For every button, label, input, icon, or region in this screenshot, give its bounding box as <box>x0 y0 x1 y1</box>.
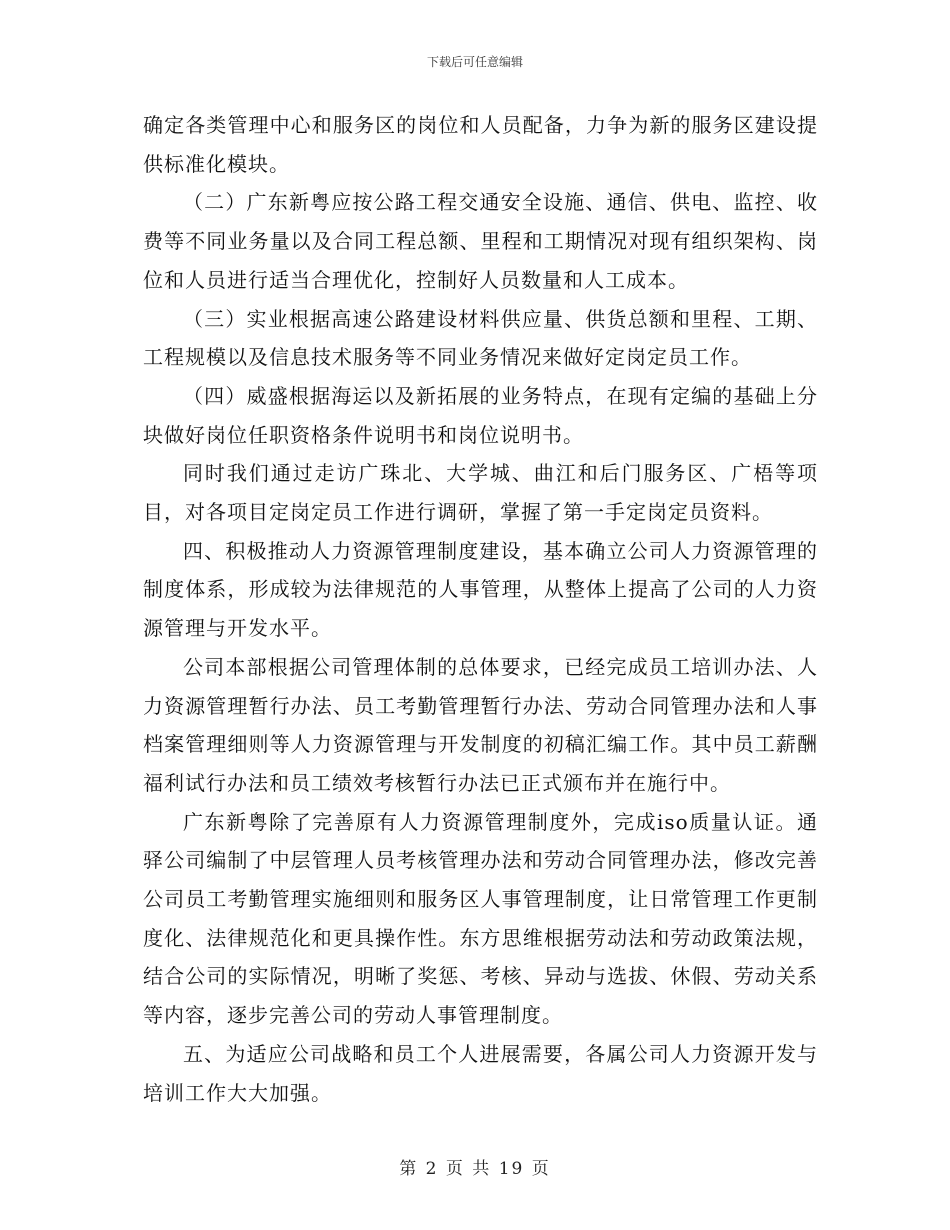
paragraph-continuation: 确定各类管理中心和服务区的岗位和人员配备，力争为新的服务区建设提供标准化模块。 <box>143 113 818 176</box>
page-header-note: 下载后可任意编辑 <box>426 55 523 69</box>
paragraph-subsidiaries: 广东新粤除了完善原有人力资源管理制度外，完成iso质量认证。通驿公司编制了中层管理人员考核管理办法和劳动合同管理办法，修改完善公司员工考勤管理实施细则和服务区人事管理制度，让日常管理工作更制度化、法律规范化和更具操作性。东方思维根据劳动法和劳动政策法规，结合公司的实际情况，明晰了奖惩、考核、异动与选拔、休假、劳动关系等内容，逐步完善公司的劳动人事管理制度。 <box>143 809 818 1028</box>
document-body <box>143 106 818 1112</box>
paragraph-section-four: 四、积极推动人力资源管理制度建设，基本确立公司人力资源管理的制度体系，形成较为法律规范的人事管理，从整体上提高了公司的人力资源管理与开发水平。 <box>143 538 818 641</box>
paragraph-section-five: 五、为适应公司战略和员工个人进展需要，各属公司人力资源开发与培训工作大大加强。 <box>143 1041 818 1105</box>
paragraph-item-4: （四）威盛根据海运以及新拓展的业务特点，在现有定编的基础上分块做好岗位任职资格条件说明书和岗位说明书。 <box>143 383 818 447</box>
paragraph-headquarters: 公司本部根据公司管理体制的总体要求，已经完成员工培训办法、人力资源管理暂行办法、员工考勤管理暂行办法、劳动合同管理办法和人事档案管理细则等人力资源管理与开发制度的初稿汇编工作。其中员工薪酬福利试行办法和员工绩效考核暂行办法已正式颁布并在施行中。 <box>143 654 818 795</box>
paragraph-item-3: （三）实业根据高速公路建设材料供应量、供货总额和里程、工期、工程规模以及信息技术服务等不同业务情况来做好定岗定员工作。 <box>143 306 818 370</box>
paragraph-item-2: （二）广东新粤应按公路工程交通安全设施、通信、供电、监控、收费等不同业务量以及合同工程总额、里程和工期情况对现有组织架构、岗位和人员进行适当合理优化，控制好人员数量和人工成本。 <box>143 190 818 292</box>
paragraph-survey: 同时我们通过走访广珠北、大学城、曲江和后门服务区、广梧等项目，对各项目定岗定员工作进行调研，掌握了第一手定岗定员资料。 <box>143 461 818 525</box>
page-number: 第 2 页 共 19 页 <box>399 1159 551 1179</box>
